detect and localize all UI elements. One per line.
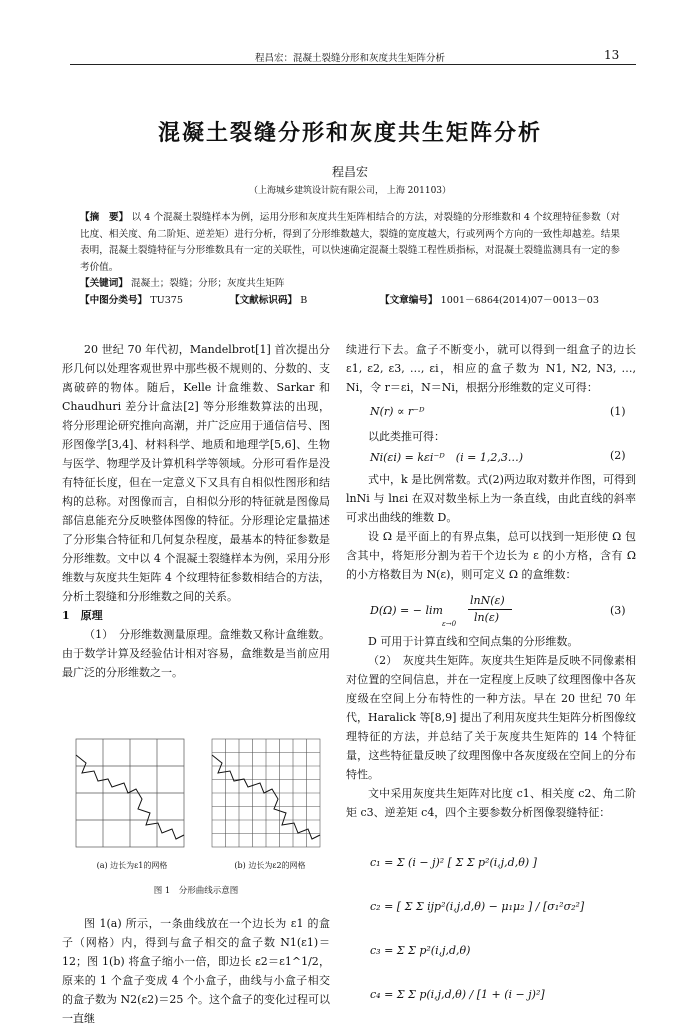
header-rule xyxy=(70,64,636,65)
equation-2-number: (2) xyxy=(610,449,626,462)
classification-line xyxy=(80,293,620,310)
figure-caption-b: (b) 边长为ε2的网格 xyxy=(234,861,306,870)
equation-1: N(r) ∝ r⁻ᴰ xyxy=(370,405,425,418)
left-column-top xyxy=(62,340,330,682)
box-dimension-paragraph: （1） 分形维数测量原理。盒维数又称计盒维数。由于数学计算及经验估计相对容易，盒维数是当前应用最广泛的分形维数之一。 xyxy=(62,628,330,679)
section-heading: 1 原理 xyxy=(62,609,103,622)
figure-explanation-paragraph: 图 1(a) 所示，一条曲线放在一个边长为 ε1 的盒子（网格）内，得到与盒子相交的盒子数 N1(ε1)＝12；图 1(b) 将盒子缩小一倍，即边长 ε2＝ε1^1/2，原来的 1 个盒子变成 4 个小盒子，曲线与小盒子相交的盒子数为 N2(ε2)＝25 个。这个盒子的变化过程可以一直继 xyxy=(62,917,330,1025)
log-plot-paragraph: 式中，k 是比例常数。式(2)两边取对数并作图，可得到 lnNi 与 lnεi 在双对数坐标上为一条直线，由此直线的斜率可求出曲线的维数 D。 xyxy=(346,473,636,524)
clc-label: 【中图分类号】 xyxy=(80,294,148,306)
right-column-part1 xyxy=(346,340,636,397)
figure-caption-a: (a) 边长为ε1的网格 xyxy=(96,861,168,870)
author: 程昌宏 xyxy=(331,165,368,179)
box-definition-paragraph: 设 Ω 是平面上的有界点集，总可以找到一矩形使 Ω 包含其中，将矩形分割为若干个边长为 ε 的小方格，含有 Ω 的小方格数目为 N(ε)，则可定义 Ω 的盒维数： xyxy=(346,530,636,581)
abstract-text: 以 4 个混凝土裂缝样本为例，运用分形和灰度共生矩阵相结合的方法，对裂缝的分形维数和 4 个纹理特征参数（对比度、相关度、角二阶矩、逆差矩）进行分析，得到了分形维数越大，裂缝的宽度越大，行或列两个方向的一致性却越差。结果表明，混凝土裂缝特征与分形维数具有一定的关联性，可以快速确定混凝土裂缝工程性质指标，对混凝土裂缝监测具有一定的参考价值。 xyxy=(80,212,620,273)
right-column-part4 xyxy=(346,632,636,822)
keywords xyxy=(80,276,620,293)
formula-c1: c₁ = Σ (i − j)² [ Σ Σ p²(i,j,d,θ) ] xyxy=(370,856,537,869)
equation-3-number: (3) xyxy=(610,604,626,617)
equation-3-numerator: lnN(ε) xyxy=(470,594,505,607)
intro-paragraph: 20 世纪 70 年代初，Mandelbrot[1] 首次提出分形几何以处理客观世界中那些极不规则的、分数的、支离破碎的物体。随后，Kelle 计盒维数、Sarkar 和 Chaudhuri 差分计盒法[2] 等分形维数算法的出现，将分形理论研究推向高潮，并广泛应用于通信信号、图形图像学[3,4]、材料科学、地质和地理学[5,6]、生物与医学、物理学及计算机科学等领域。分形可看作是没有特征长度，但在一定意义下又具有自相似性图形和结构的总称。对图像而言，自相似分形的特征就是图像局部信息能充分反映整体图像的特征。分形理论定量描述了分形集合特征和几何复杂程度，最基本的特征参数是分形维数。文中以 4 个混凝土裂缝样本为例，采用分形维数与灰度共生矩阵 4 个纹理特征参数相结合的方法，分析土裂缝和分形维数之间的关系。 xyxy=(62,343,330,603)
analogy-paragraph: 以此类推可得： xyxy=(368,430,445,443)
equation-3-limit: ε→0 xyxy=(442,620,457,628)
article-number-label: 【文章编号】 xyxy=(380,294,438,306)
doc-code-label: 【文献标识码】 xyxy=(230,294,298,306)
formula-c3: c₃ = Σ Σ p²(i,j,d,θ) xyxy=(370,944,471,957)
figure-1 xyxy=(72,735,332,857)
page-number: 13 xyxy=(604,48,620,62)
abstract xyxy=(80,210,620,276)
left-column-bottom xyxy=(62,914,330,1028)
abstract-block xyxy=(80,210,620,310)
fraction-bar xyxy=(468,609,512,610)
dimension-usage-paragraph: D 可用于计算直线和空间点集的分形维数。 xyxy=(368,635,579,648)
formula-c2: c₂ = [ Σ Σ ijp²(i,j,d,θ) − μ₁μ₂ ] / [σ₁²σ₂²] xyxy=(370,900,585,913)
formula-c4: c₄ = Σ Σ p(i,j,d,θ) / [1 + (i − j)²] xyxy=(370,988,545,1001)
equation-2: Ni(εi) = kεi⁻ᴰ (i = 1,2,3…) xyxy=(370,451,524,464)
abstract-label: 【摘 要】 xyxy=(80,212,129,223)
right-column-part3 xyxy=(346,470,636,584)
glcm-paragraph: （2） 灰度共生矩阵。灰度共生矩阵是反映不同像素相对位置的空间信息，并在一定程度上反映了纹理图像中各灰度级在空间上分布特性的一种方法。早在 20 世纪 70 年代，Haralick 等[8,9] 提出了利用灰度共生矩阵分析图像纹理特征的方法，并总结了关于灰度共生矩阵的 14 个特征量，这些特征量反映了纹理图像中各灰度级在空间上的分布特性。 xyxy=(346,654,636,781)
paper-title: 混凝土裂缝分形和灰度共生矩阵分析 xyxy=(157,120,542,146)
keywords-label: 【关键词】 xyxy=(80,278,128,289)
equation-1-number: (1) xyxy=(610,405,626,418)
affiliation: （上海城乡建筑设计院有限公司， 上海 201103） xyxy=(248,186,452,196)
equation-3-lhs: D(Ω) = − lim xyxy=(370,604,443,617)
running-header: 程昌宏：混凝土裂缝分形和灰度共生矩阵分析 xyxy=(254,53,445,64)
article-number-value: 1001－6864(2014)07－0013－03 xyxy=(440,294,599,306)
clc-value: TU375 xyxy=(150,294,184,306)
equation-3-denominator: ln(ε) xyxy=(474,611,500,624)
parameters-paragraph: 文中采用灰度共生矩阵对比度 c1、相关度 c2、角二阶矩 c3、逆差矩 c4，四个主要参数分析图像裂缝特征： xyxy=(346,787,636,819)
right-column-part2 xyxy=(346,427,636,446)
continuation-paragraph: 续进行下去。盒子不断变小，就可以得到一组盒子的边长 ε1, ε2, ε3, …, εi，相应的盒子数为 N1, N2, N3, …, Ni，令 r＝εi，N＝Ni，根据分形维数的定义可得： xyxy=(346,343,636,394)
figure-title: 图 1 分形曲线示意图 xyxy=(153,886,239,896)
keywords-text: 混凝土；裂缝；分形；灰度共生矩阵 xyxy=(131,278,285,289)
doc-code-value: B xyxy=(300,294,308,306)
